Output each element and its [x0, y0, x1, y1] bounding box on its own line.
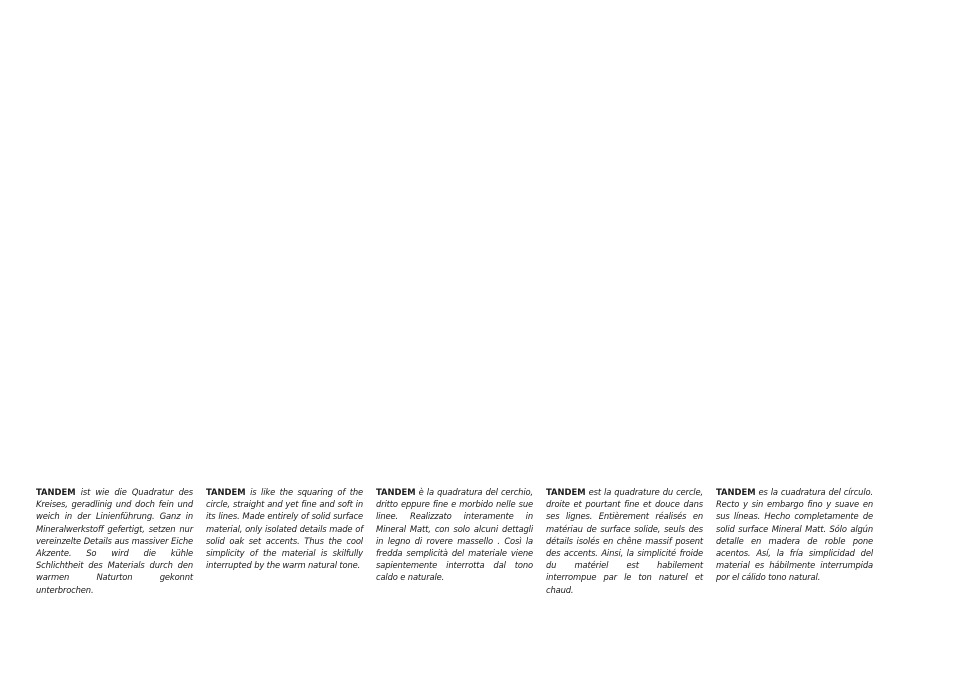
description-text: è la quadratura del cerchio, dritto eppure fine e morbido nelle sue linee. Realizzato interamente in Mineral Matt, con solo alcuni dettagli in legno di rovere massello . Così la fredda semplicità del materiale viene sapientemente interrotta dal tono caldo e naturale. [376, 487, 533, 583]
description-text: est la quadrature du cercle, droite et pourtant fine et douce dans ses lignes. Entièrement réalisés en matériau de surface solide, seuls des détails isolés en chêne massif posent des accents. Ainsi, la simplicité froide du matériel est habilement interrompue par le ton naturel et chaud. [546, 487, 703, 595]
description-italian [376, 486, 533, 584]
brand-name: TANDEM [206, 487, 246, 497]
description-spanish [716, 486, 873, 584]
description-french [546, 486, 703, 596]
description-text: es la cuadratura del círculo. Recto y sin embargo fino y suave en sus líneas. Hecho completamente de solid surface Mineral Matt. Sólo algún detalle en madera de roble pone acentos. Así, la fría simplicidad del material es hábilmente interrumpida por el cálido tono natural. [716, 487, 873, 583]
brand-name: TANDEM [716, 487, 756, 497]
description-text: is like the squaring of the circle, straight and yet fine and soft in its lines. Made entirely of solid surface material, only isolated details made of solid oak set accents. Thus the cool simplicity of the material is skilfully interrupted by the warm natural tone. [206, 487, 363, 571]
description-german [36, 486, 193, 596]
description-english [206, 486, 363, 571]
brand-name: TANDEM [376, 487, 416, 497]
brand-name: TANDEM [36, 487, 76, 497]
brand-name: TANDEM [546, 487, 586, 497]
description-text: ist wie die Quadratur des Kreises, geradlinig und doch fein und weich in der Linienführung. Ganz in Mineralwerkstoff gefertigt, setzen nur vereinzelte Details aus massiver Eiche Akzente. So wird die kühle Schlichtheit des Materials durch den warmen Naturton gekonnt unterbrochen. [36, 487, 193, 595]
